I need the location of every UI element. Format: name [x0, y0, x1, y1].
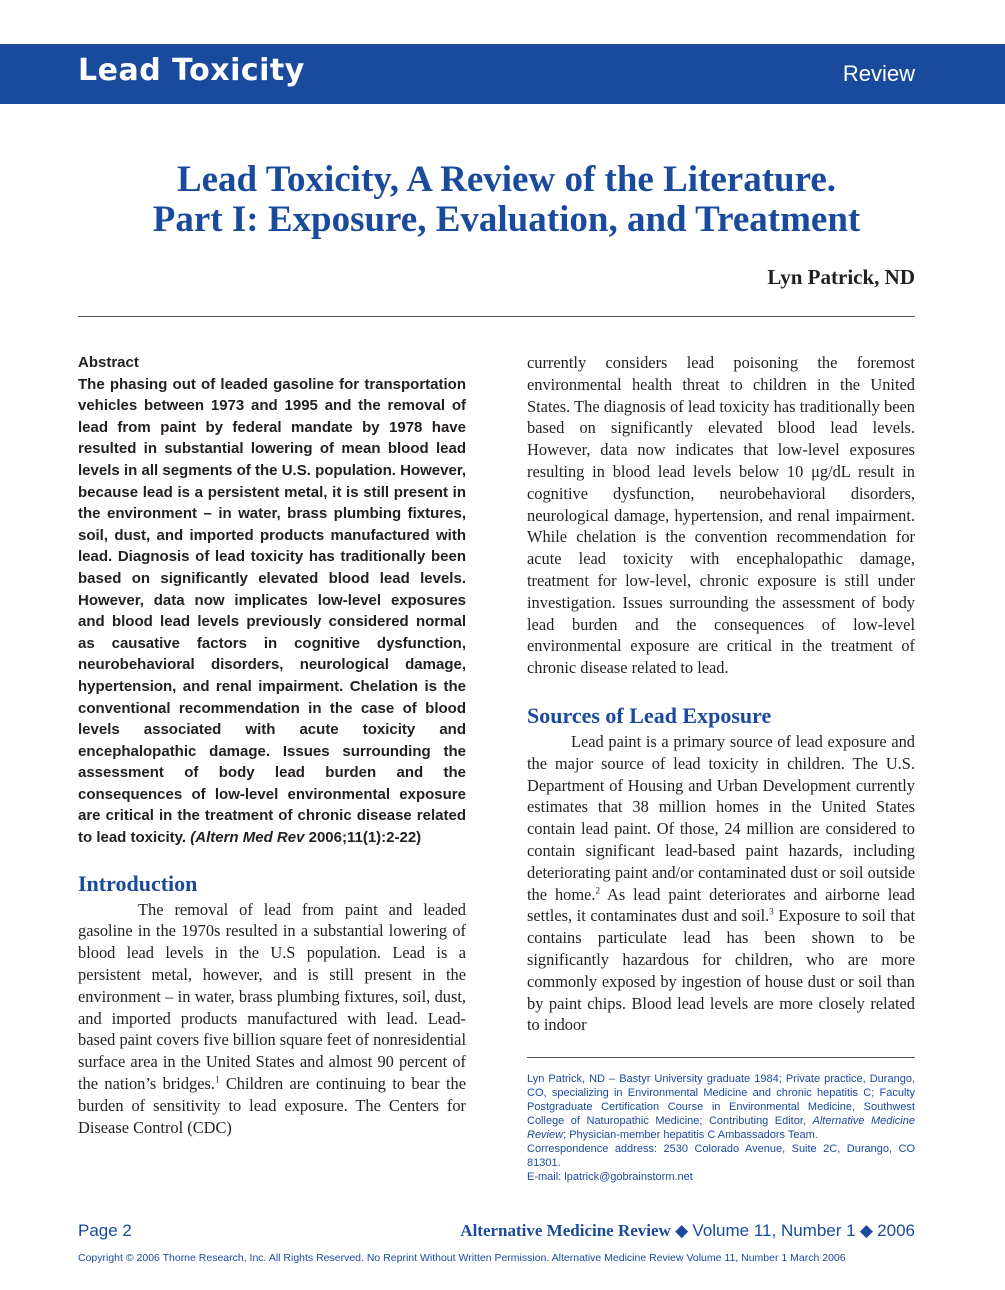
diamond-icon: ◆ [859, 1221, 873, 1240]
author-bio-part1: Lyn Patrick, ND – Bastyr University graduate 1984; Private practice, Durango, CO, specializing in Environmental Medicine and chronic hepatitis C; Faculty Postgraduate Certification Course in Environmental Medicine, Southwest College of Naturopathic Medicine; Contributing Editor, [527, 1073, 915, 1127]
reference-1: 1 [214, 1074, 220, 1085]
author-email: E-mail: lpatrick@gobrainstorm.net [527, 1171, 693, 1183]
correspondence-address: Correspondence address: 2530 Colorado Avenue, Suite 2C, Durango, CO 81301. [527, 1143, 915, 1169]
section-title: Lead Toxicity [78, 53, 305, 88]
sources-text-part3: Exposure to soil that contains particulate lead has been shown to be significantly hazardous for children, who are more commonly exposed by ingestion of house dust or soil than by paint chips. Blood lead levels are more closely related to indoor [527, 906, 916, 1035]
journal-year: 2006 [877, 1221, 915, 1240]
left-column [78, 352, 466, 1138]
author-footnote [527, 1072, 915, 1184]
article-title-line1: Lead Toxicity, A Review of the Literature. [176, 159, 837, 200]
abstract-body: The phasing out of leaded gasoline for transportation vehicles between 1973 and 1995 and the removal of lead from paint by federal mandate by 1978 have resulted in substantial lowering of mean blood lead levels in all segments of the U.S. population. However, because lead is a persistent metal, it is still present in the environment – in water, brass plumbing fixtures, soil, dust, and imported products manufactured with lead. Diagnosis of lead toxicity has traditionally been based on significantly elevated blood lead levels. However, data now implicates low-level exposures and blood lead levels previously considered normal as causative factors in cognitive dysfunction, neurobehavioral disorders, neurological damage, hypertension, and renal impairment. Chelation is the conventional recommendation in the case of blood levels associated with acute toxicity and encephalopathic damage. Issues surrounding the assessment of body lead burden and the consequences of low-level environmental exposure are critical in the treatment of chronic disease related to lead toxicity. [78, 375, 466, 847]
introduction-text-part2: Children are continuing to bear the burden of sensitivity to lead exposure. The Centers for Disease Control (CDC) [78, 1074, 466, 1137]
reference-2: 2 [595, 885, 600, 896]
abstract-text [78, 374, 466, 849]
journal-footer [460, 1221, 915, 1241]
footnote-divider [527, 1057, 915, 1058]
introduction-heading: Introduction [78, 870, 198, 896]
right-column [527, 352, 915, 1036]
article-title [0, 160, 1005, 240]
author-bio [527, 1072, 915, 1142]
sources-heading: Sources of Lead Exposure [527, 702, 772, 728]
journal-volume: Volume 11, Number 1 [692, 1221, 856, 1240]
sources-text-part2: As lead paint deteriorates and airborne lead settles, it contaminates dust and soil. [527, 884, 915, 926]
title-divider [78, 316, 915, 317]
header-banner [0, 44, 1005, 104]
page-number: Page 2 [78, 1221, 132, 1240]
introduction-text-part1: The removal of lead from paint and leaded gasoline in the 1970s resulted in a substantial lowering of blood lead levels in the U.S population. Lead is a persistent metal, however, and is still present in the environment – in water, brass plumbing fixtures, soil, dust, and imported products manufactured with lead. Lead-based paint covers five billion square feet of nonresidential surface area in the United States and almost 90 percent of the nation’s bridges. [78, 899, 466, 1094]
author-bio-part2: ; Physician-member hepatitis C Ambassadors Team. [563, 1129, 818, 1141]
article-type-label: Review [842, 61, 915, 86]
copyright-notice: Copyright © 2006 Thorne Research, Inc. All Rights Reserved. No Reprint Without Written Permission. Alternative Medicine Review Volume 11, Number 1 March 2006 [78, 1252, 846, 1264]
introduction-text [78, 899, 466, 1139]
article-author: Lyn Patrick, ND [767, 265, 915, 289]
sources-text [527, 731, 915, 1036]
author-bio-journal: Alternative Medicine Review [527, 1115, 915, 1141]
abstract-citation-journal: (Altern Med Rev [190, 829, 305, 847]
abstract-citation-rest: 2006;11(1):2-22) [304, 829, 422, 847]
journal-name: Alternative Medicine Review [460, 1221, 671, 1240]
abstract-heading: Abstract [78, 354, 139, 371]
diamond-icon: ◆ [675, 1221, 689, 1240]
article-title-line2: Part I: Exposure, Evaluation, and Treatment [152, 199, 861, 240]
sources-text-part1: Lead paint is a primary source of lead exposure and the major source of lead toxicity in children. The U.S. Department of Housing and Urban Development currently estimates that 38 million homes in the United States contain lead paint. Of those, 24 million are considered to contain significant lead-based paint hazards, including deteriorating paint and/or contaminated dust or soil outside the home. [527, 731, 915, 904]
continuation-text: currently considers lead poisoning the foremost environmental health threat to children in the United States. The diagnosis of lead toxicity has traditionally been based on significantly elevated blood lead levels. However, data now indicates that low-level exposures resulting in blood lead levels below 10 μg/dL result in cognitive dysfunction, neurobehavioral disorders, neurological damage, hypertension, and renal impairment. While chelation is the convention recommendation for acute lead toxicity with encephalopathic damage, treatment for low-level, chronic exposure is still under investigation. Issues surrounding the assessment of body lead burden and the consequences of low-level environmental exposure are critical in the treatment of chronic disease related to lead. [527, 353, 915, 678]
reference-3: 3 [769, 906, 774, 917]
